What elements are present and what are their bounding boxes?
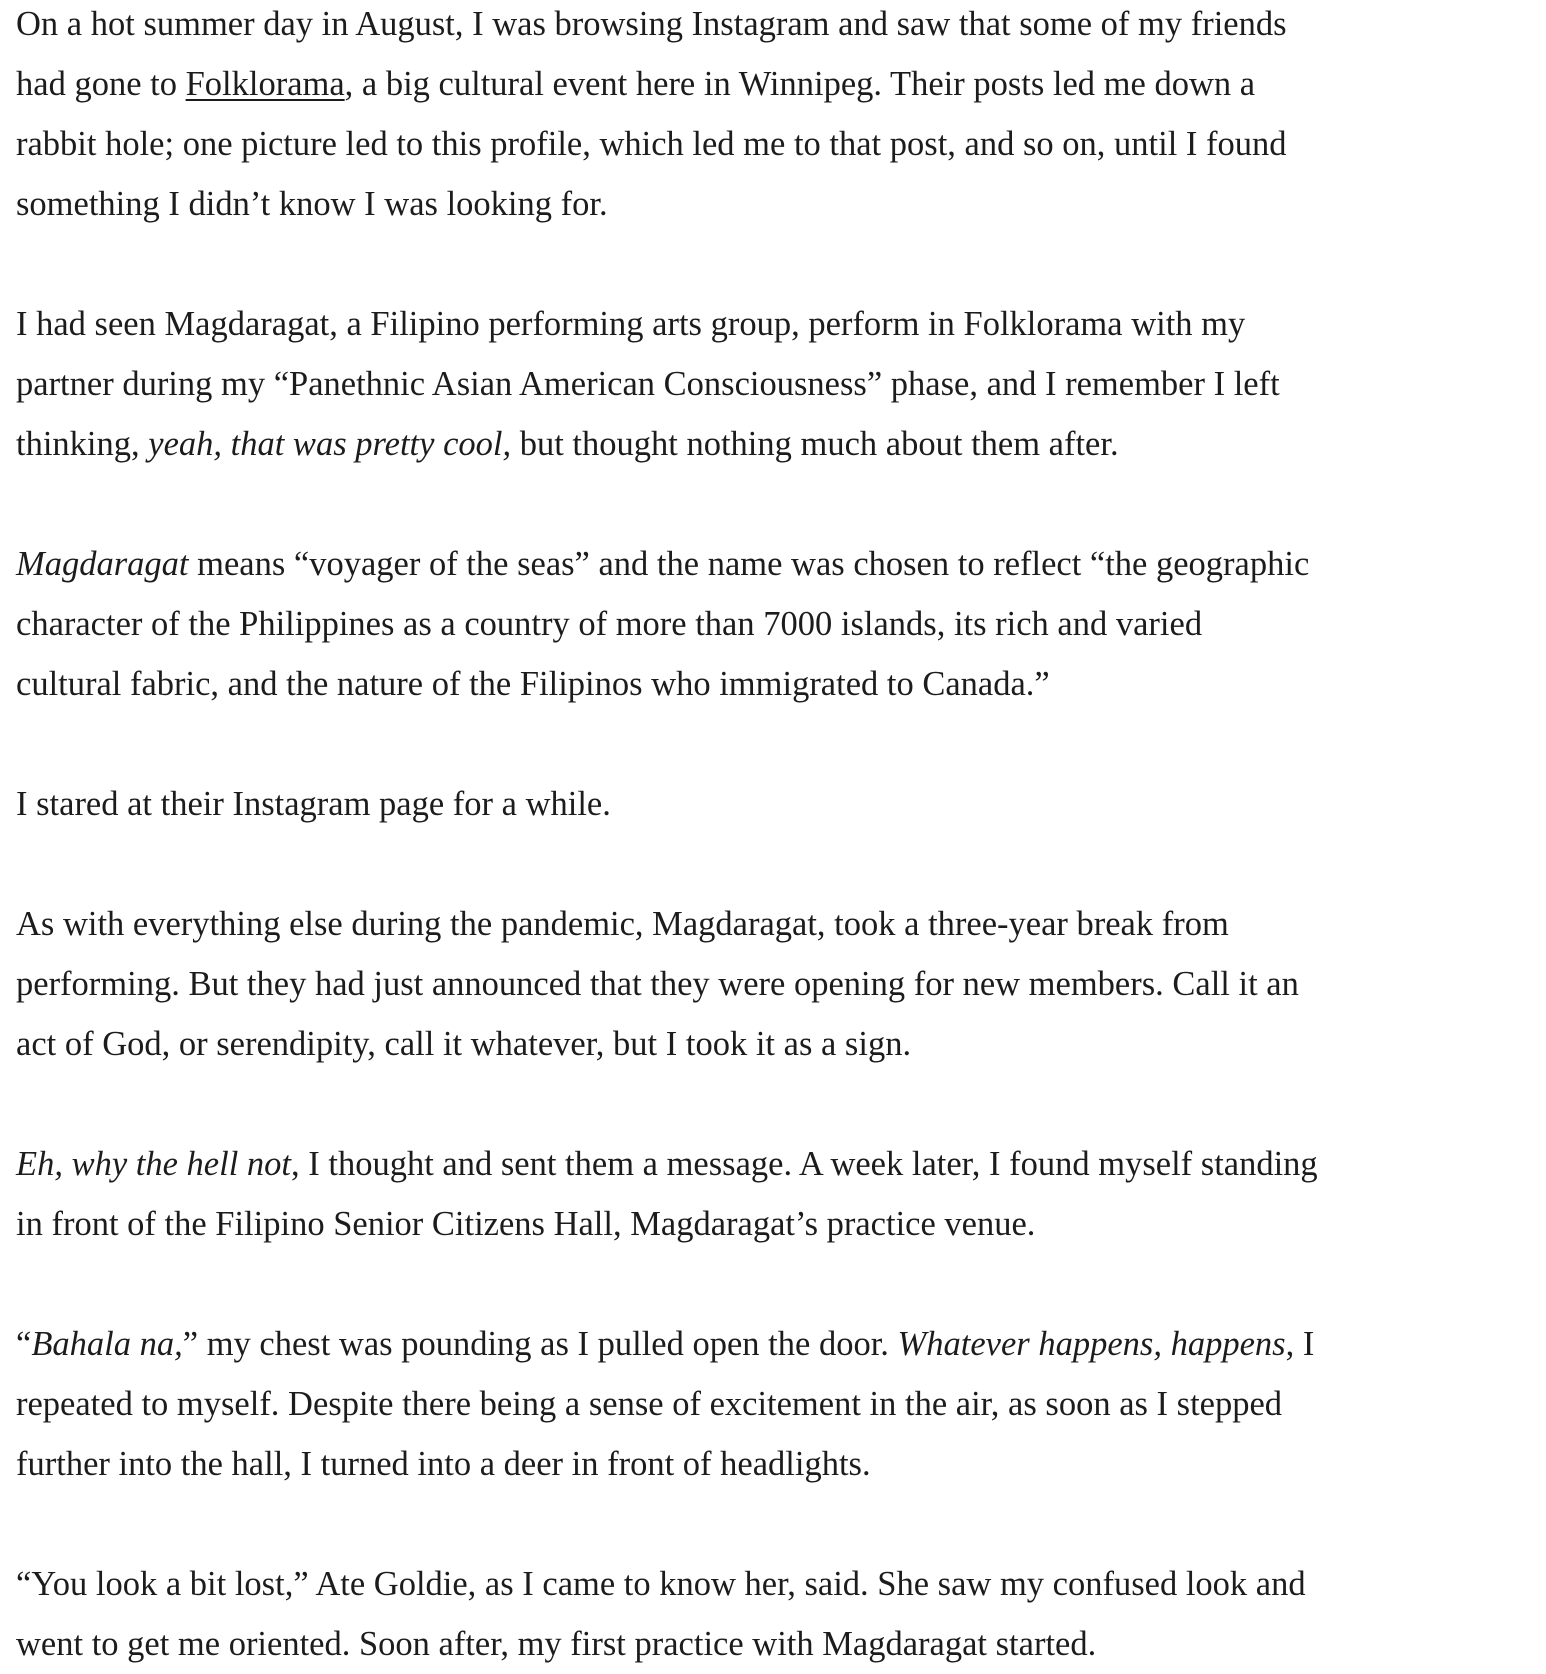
paragraph-4-line-1: I stared at their Instagram page for a while.: [16, 785, 611, 823]
text-run: , I thought and sent them a message. A week later, I found myself standing: [291, 1145, 1318, 1183]
text-run: thinking,: [16, 425, 149, 463]
text-run: but thought nothing much about them after.: [511, 425, 1119, 463]
paragraph-8-line-1: “You look a bit lost,” Ate Goldie, as I came to know her, said. She saw my confused look and: [16, 1565, 1306, 1603]
paragraph-3-line-3: cultural fabric, and the nature of the Filipinos who immigrated to Canada.”: [16, 665, 1050, 703]
paragraph-5-line-3: act of God, or serendipity, call it whatever, but I took it as a sign.: [16, 1025, 912, 1063]
paragraph-3-line-2: character of the Philippines as a country of more than 7000 islands, its rich and varied: [16, 605, 1203, 643]
italic-text: Magdaragat: [16, 545, 189, 583]
paragraph-7: [16, 1314, 1534, 1494]
paragraph-8: [16, 1554, 1534, 1674]
paragraph-7-line-1: [16, 1314, 1534, 1374]
paragraph-6-line-1: [16, 1134, 1534, 1194]
paragraph-1-line-2: [16, 54, 1534, 114]
italic-text: yeah, that was pretty cool,: [148, 425, 512, 463]
paragraph-2-line-1: I had seen Magdaragat, a Filipino performing arts group, perform in Folklorama with my: [16, 305, 1246, 343]
paragraph-1-line-3: rabbit hole; one picture led to this profile, which led me to that post, and so on, until I found: [16, 125, 1287, 163]
paragraph-2-line-3: [16, 414, 1534, 474]
paragraph-2: [16, 294, 1534, 474]
paragraph-3: [16, 534, 1534, 714]
italic-text: Eh, why the hell not: [16, 1145, 291, 1183]
text-run: had gone to: [16, 65, 186, 103]
italic-text: Bahala na,: [31, 1325, 183, 1363]
text-run: , a big cultural event here in Winnipeg. Their posts led me down a: [344, 65, 1256, 103]
paragraph-5-line-2: performing. But they had just announced that they were opening for new members. Call it an: [16, 965, 1299, 1003]
text-run: , I: [1285, 1325, 1315, 1363]
text-run: means “voyager of the seas” and the name was chosen to reflect “the geographic: [188, 545, 1310, 583]
paragraph-7-line-3: further into the hall, I turned into a deer in front of headlights.: [16, 1445, 871, 1483]
folklorama-link[interactable]: Folklorama: [185, 65, 345, 103]
paragraph-1-line-4: something I didn’t know I was looking for.: [16, 185, 608, 223]
paragraph-4: [16, 774, 1534, 834]
text-run: “: [16, 1325, 32, 1363]
paragraph-7-line-2: repeated to myself. Despite there being a sense of excitement in the air, as soon as I stepped: [16, 1385, 1283, 1423]
paragraph-1: [16, 0, 1534, 234]
italic-text: Whatever happens, happens: [897, 1325, 1286, 1363]
paragraph-6: [16, 1134, 1534, 1254]
paragraph-8-line-2: went to get me oriented. Soon after, my first practice with Magdaragat started.: [16, 1625, 1097, 1663]
paragraph-5: [16, 894, 1534, 1074]
paragraph-5-line-1: As with everything else during the pandemic, Magdaragat, took a three-year break from: [16, 905, 1229, 943]
paragraph-3-line-1: [16, 534, 1534, 594]
paragraph-6-line-2: in front of the Filipino Senior Citizens Hall, Magdaragat’s practice venue.: [16, 1205, 1036, 1243]
text-run: ” my chest was pounding as I pulled open the door.: [182, 1325, 898, 1363]
paragraph-1-line-1: On a hot summer day in August, I was browsing Instagram and saw that some of my friends: [16, 5, 1287, 43]
paragraph-2-line-2: partner during my “Panethnic Asian American Consciousness” phase, and I remember I left: [16, 365, 1280, 403]
